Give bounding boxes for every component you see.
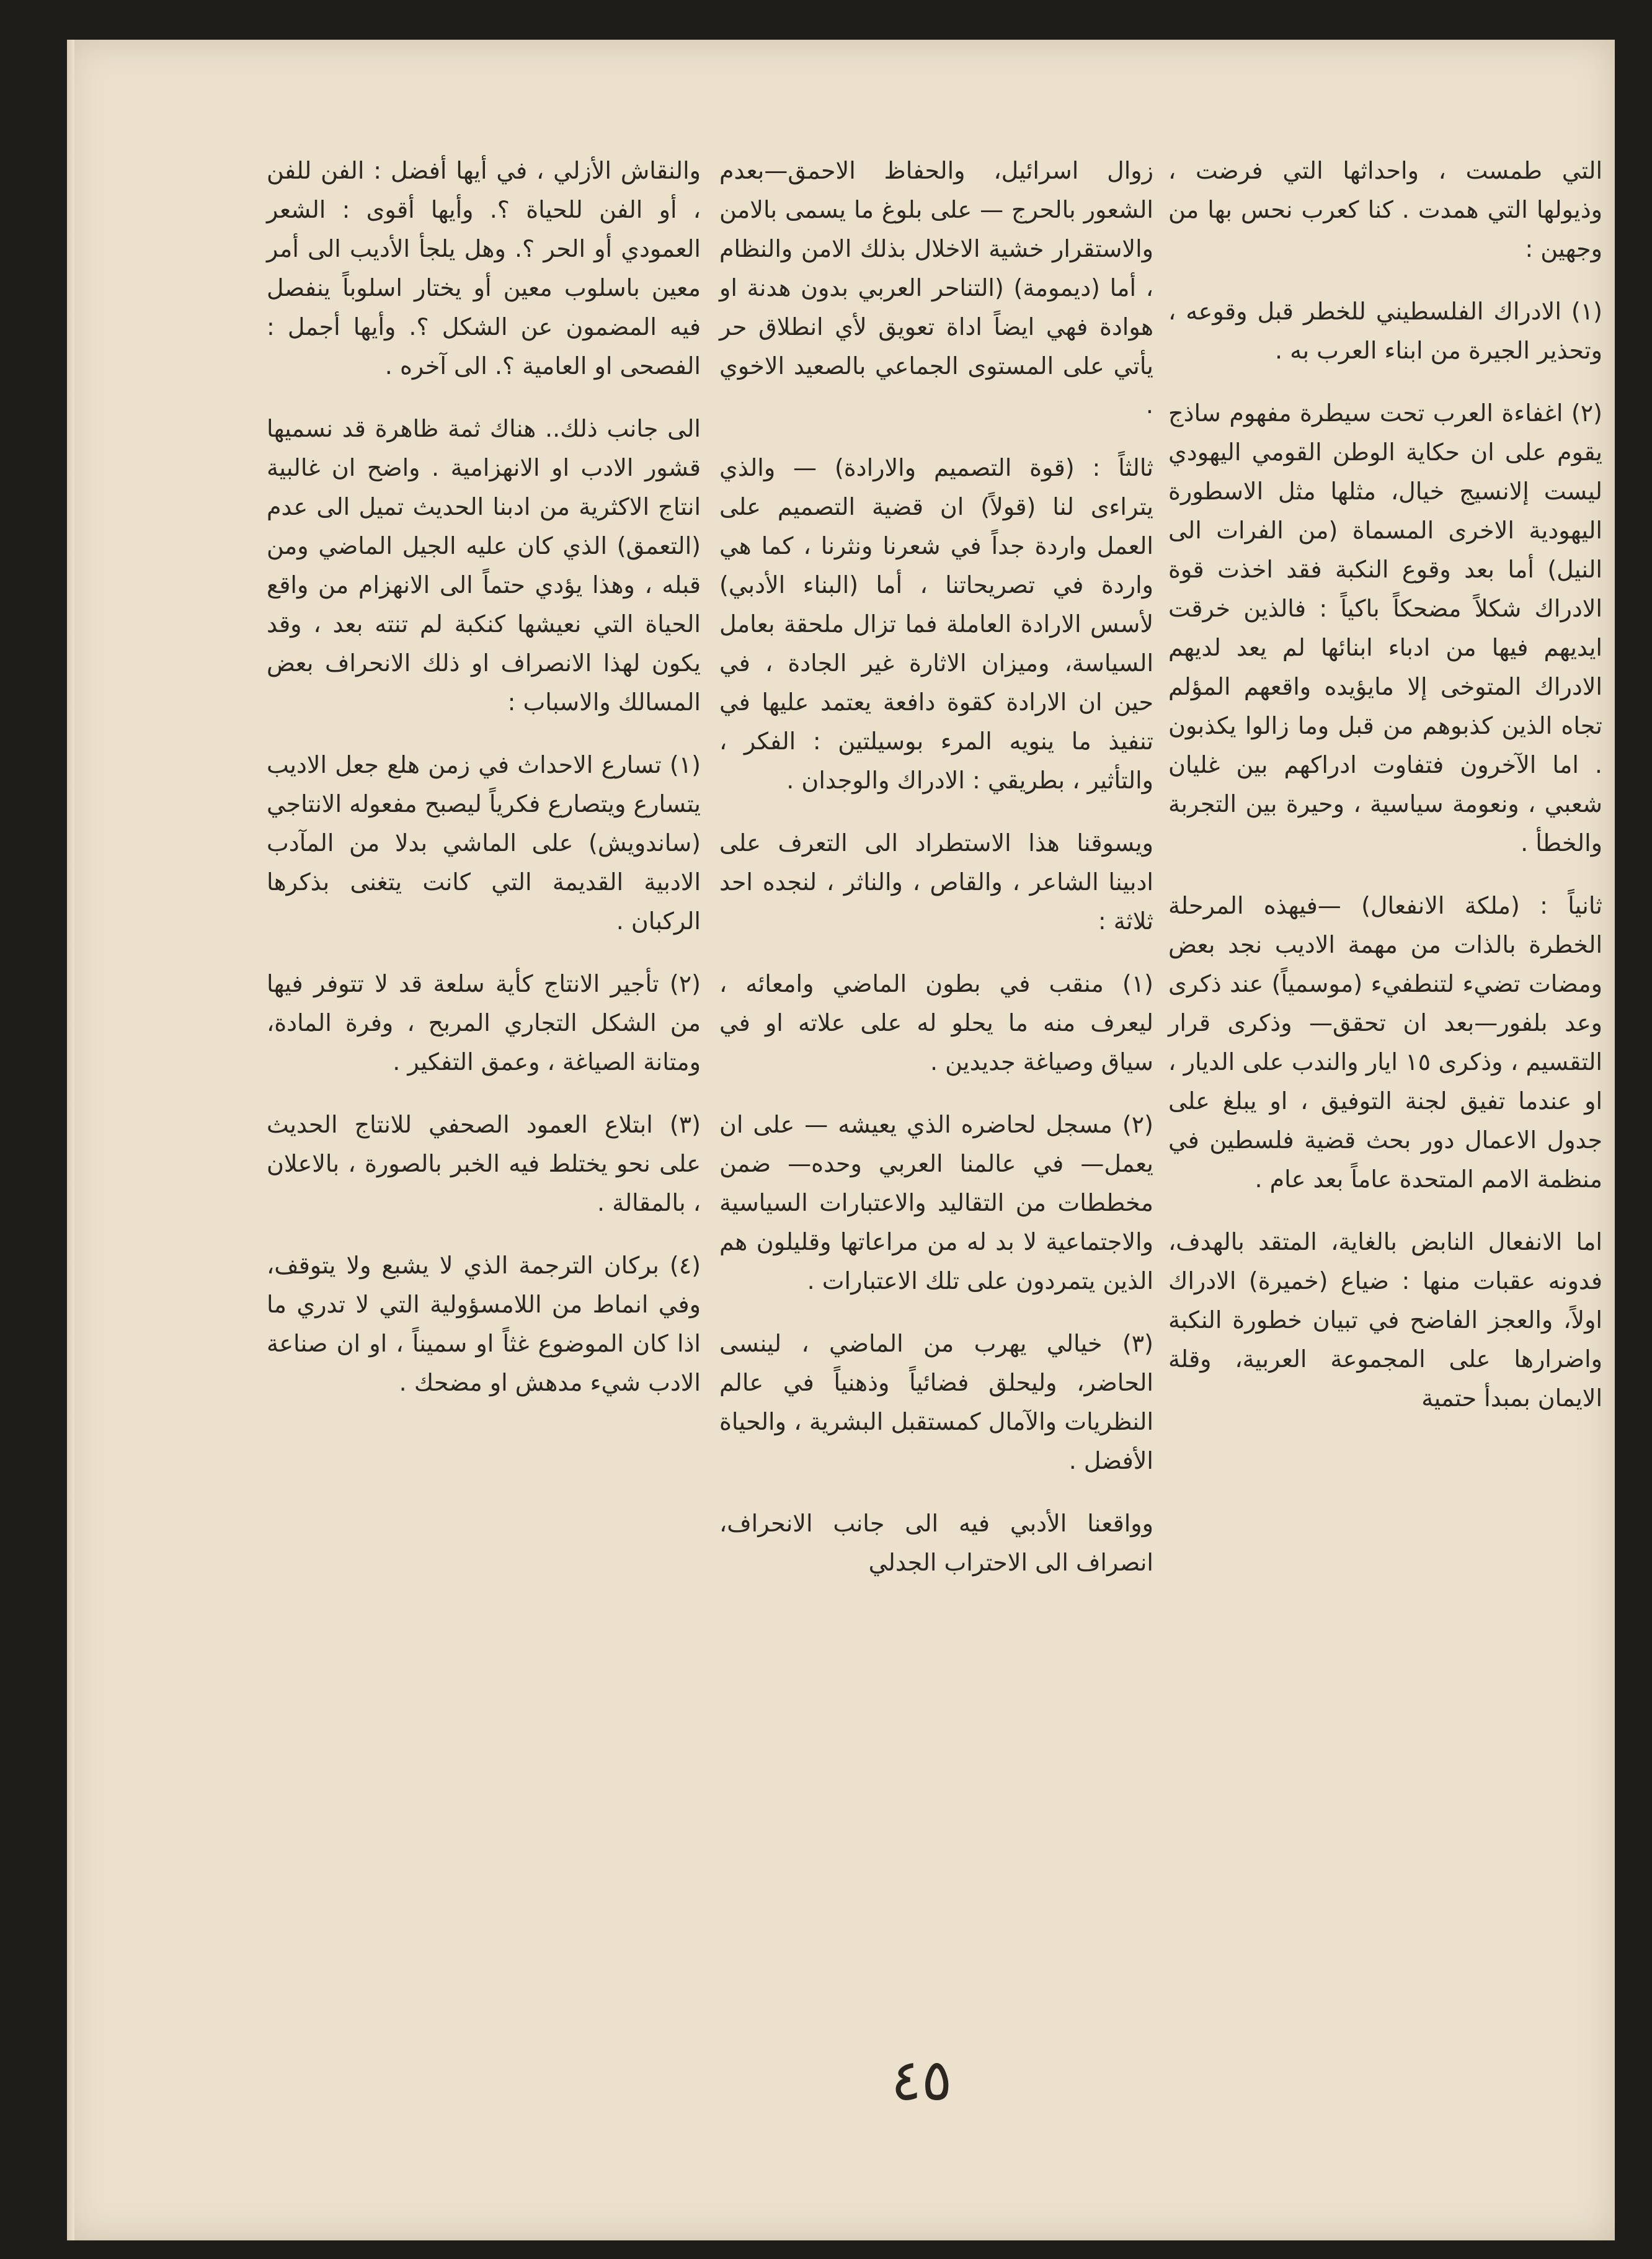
paragraph: التي طمست ، واحداثها التي فرضت ، وذيولها التي همدت . كنا كعرب نحس بها من وجهين : <box>1168 157 1602 262</box>
paragraph: اما الانفعال النابض بالغاية، المتقد بالهدف، فدونه عقبات منها : ضياع (خميرة) الادراك اولاً، والعجز الفاضح في تبيان خطورة النكبة واضرارها على المجموعة العربية، وقلة الايمان بمبدأ حتمية <box>1168 1228 1602 1412</box>
paragraph: ثالثاً : (قوة التصميم والارادة) — والذي يتراءى لنا (قولاً) ان قضية التصميم على العمل واردة جداً في شعرنا ونثرنا ، كما هي واردة في تصريحاتنا ، أما (البناء الأدبي) لأسس الارادة العاملة فما تزال ملحقة بعامل السياسة، وميزان الاثارة غير الجادة ، في حين ان الارادة كقوة دافعة يعتمد عليها في تنفيذ ما ينويه المرء بوسيلتين : الفكر ، والتأثير ، بطريقي : الادراك والوجدان . <box>719 454 1153 794</box>
text-column-right <box>1168 151 1602 1441</box>
scanned-page <box>67 40 1615 2240</box>
paragraph: (١) الادراك الفلسطيني للخطر قبل وقوعه ، وتحذير الجيرة من ابناء العرب به . <box>1168 298 1602 364</box>
paragraph: (٣) خيالي يهرب من الماضي ، لينسى الحاضر، وليحلق فضائياً وذهنياً في عالم النظريات والآمال كمستقبل البشرية ، والحياة الأفضل . <box>719 1330 1153 1474</box>
paragraph: (٤) بركان الترجمة الذي لا يشبع ولا يتوقف، وفي انماط من اللامسؤولية التي لا تدري ما اذا كان الموضوع غثاً او سميناً ، او ان صناعة الادب شيء مدهش او مضحك . <box>267 1252 701 1396</box>
paragraph: (٢) تأجير الانتاج كأية سلعة قد لا تتوفر فيها من الشكل التجاري المربح ، وفرة المادة، ومتانة الصياغة ، وعمق التفكير . <box>267 970 701 1076</box>
paragraph: ويسوقنا هذا الاستطراد الى التعرف على ادبينا الشاعر ، والقاص ، والناثر ، لنجده احد ثلاثة : <box>719 829 1153 935</box>
paragraph: (١) تسارع الاحداث في زمن هلع جعل الاديب يتسارع ويتصارع فكرياً ليصبح مفعوله الانتاجي (ساندويش) على الماشي بدلا من المآدب الادبية القديمة التي كانت يتغنى بذكرها الركبان . <box>267 751 701 935</box>
paragraph: والنقاش الأزلي ، في أيها أفضل : الفن للفن ، أو الفن للحياة ؟. وأيها أقوى : الشعر العمودي أو الحر ؟. وهل يلجأ الأديب الى أمر معين باسلوب معين أو يختار اسلوباً ينفصل فيه المضمون عن الشكل ؟. وأيها أجمل : الفصحى او العامية ؟. الى آخره . <box>267 157 701 380</box>
paragraph: ثانياً : (ملكة الانفعال) —فيهذه المرحلة الخطرة بالذات من مهمة الاديب نجد بعض ومضات تضيء لتنطفيء (موسمياً) عند ذكرى وعد بلفور—بعد ان تحقق— وذكرى قرار التقسيم ، وذكرى ١٥ ايار والندب على الديار ، او عندما تفيق لجنة التوفيق ، او يبلغ على جدول الاعمال دور بحث قضية فلسطين في منظمة الامم المتحدة عاماً بعد عام . <box>1168 892 1602 1193</box>
text-column-middle <box>719 151 1153 1606</box>
paragraph: زوال اسرائيل، والحفاظ الاحمق—بعدم الشعور بالحرج — على بلوغ ما يسمى بالامن والاستقرار خشية الاخلال بذلك الامن والنظام ، أما (ديمومة) (التناحر العربي بدون هدنة او هوادة فهي ايضاً اداة تعويق لأي انطلاق حر يأتي على المستوى الجماعي بالصعيد الاخوي . <box>719 157 1153 419</box>
text-column-left <box>267 151 701 1426</box>
paragraph: (٢) مسجل لحاضره الذي يعيشه — على ان يعمل— في عالمنا العربي وحده— ضمن مخططات من التقاليد والاعتبارات السياسية والاجتماعية لا بد له من مراعاتها وقليلون هم الذين يتمردون على تلك الاعتبارات . <box>719 1111 1153 1294</box>
paragraph: (١) منقب في بطون الماضي وامعائه ، ليعرف منه ما يحلو له على علاته او في سياق وصياغة جديدين . <box>719 970 1153 1076</box>
paragraph: الى جانب ذلك.. هناك ثمة ظاهرة قد نسميها قشور الادب او الانهزامية . واضح ان غالبية انتاج الاكثرية من ادبنا الحديث تميل الى عدم (التعمق) الذي كان عليه الجيل الماضي ومن قبله ، وهذا يؤدي حتماً الى الانهزام من واقع الحياة التي نعيشها كنكبة لم تنته بعد ، وقد يكون لهذا الانصراف او ذلك الانحراف بعض المسالك والاسباب : <box>267 415 701 716</box>
paragraph: (٢) اغفاءة العرب تحت سيطرة مفهوم ساذج يقوم على ان حكاية الوطن القومي اليهودي ليست إلانسيج خيال، مثلها مثل الاسطورة اليهودية الاخرى المسماة (من الفرات الى النيل) أما بعد وقوع النكبة فقد اخذت قوة الادراك شكلاً مضحكاً باكياً : فالذين خرقت ايديهم فيها من ادباء ابنائها لم يعد لديهم الادراك المتوخى إلا مايؤيده واقعهم المؤلم تجاه الذين كذبوهم من قبل وما زالوا يكذبون . اما الآخرون فتفاوت ادراكهم بين غليان شعبي ، ونعومة سياسية ، وحيرة بين التجربة والخطأ . <box>1168 399 1602 857</box>
page-number: ٤٥ <box>890 2047 953 2113</box>
paragraph: (٣) ابتلاع العمود الصحفي للانتاج الحديث على نحو يختلط فيه الخبر بالصورة ، بالاعلان ، بالمقالة . <box>267 1111 701 1216</box>
paragraph: وواقعنا الأدبي فيه الى جانب الانحراف، انصراف الى الاحتراب الجدلي <box>719 1510 1153 1576</box>
